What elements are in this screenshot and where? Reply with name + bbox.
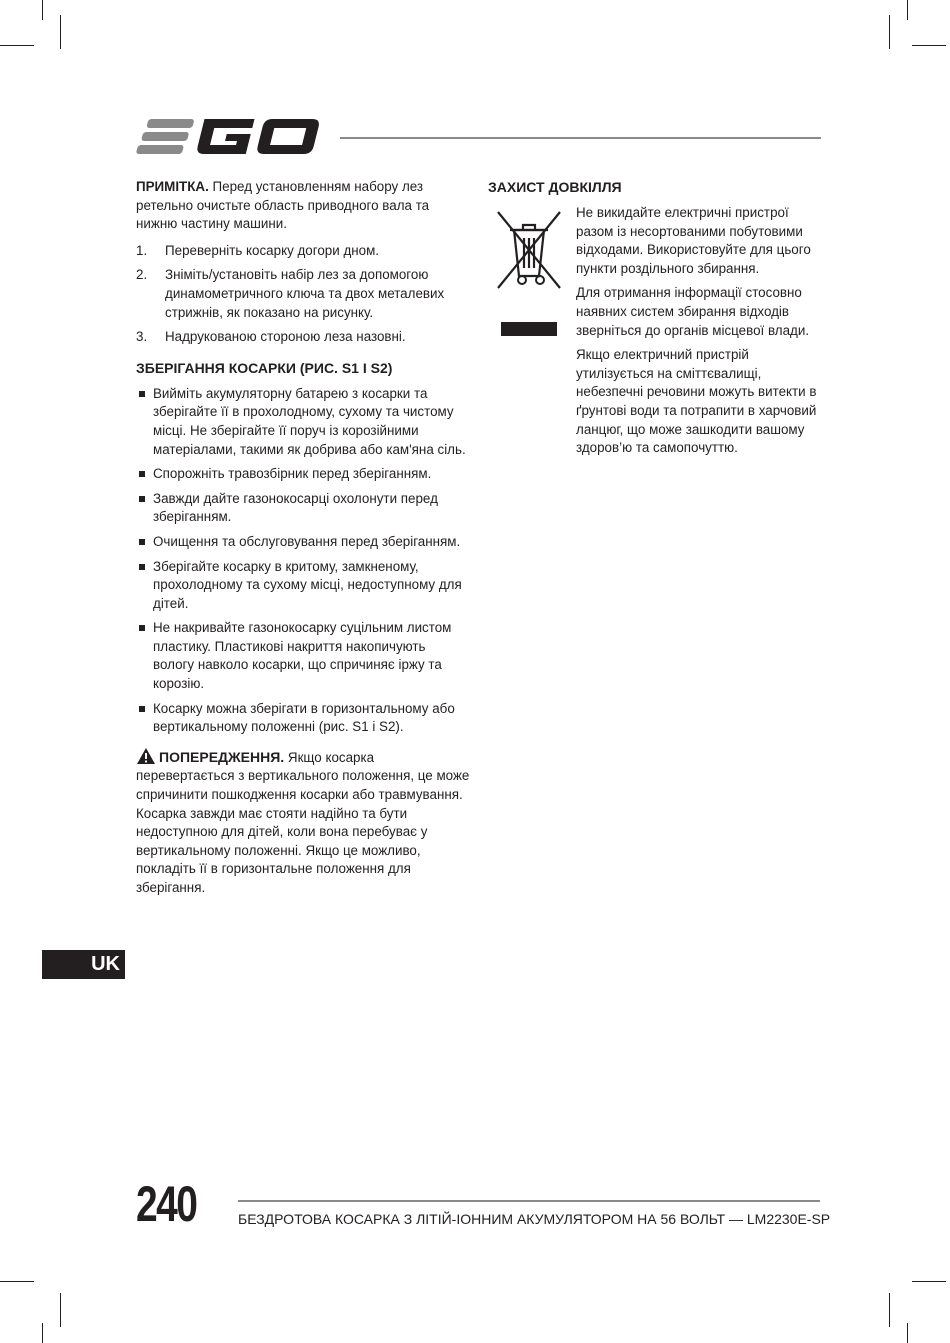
note <box>136 178 470 234</box>
list-item <box>136 619 470 693</box>
bullet-text: Не накривайте газонокосарку суцільним листом пластику. Пластикові накриття накопичують вологу навколо косарки, що спричиняє іржу та корозію. <box>153 620 452 692</box>
bullet-icon <box>139 496 145 502</box>
bullet-icon <box>139 706 145 712</box>
bullet-icon <box>139 391 145 397</box>
bullet-text: Очищення та обслуговування перед зберіганням. <box>153 533 461 549</box>
bullet-text: Зберігайте косарку в критому, замкненому, прохолодному та сухому місці, недоступному для дітей. <box>153 558 462 611</box>
env-heading: ЗАХИСТ ДОВКІЛЛЯ <box>488 179 622 195</box>
crossed-out-bin-icon <box>494 208 564 336</box>
step-number: 1. <box>136 242 148 258</box>
env-paragraph: Не викидайте електричні пристрої разом із несортованими побутовими відходами. Використовуйте для цього пункти роздільного збирання. <box>576 205 811 276</box>
bullet-text: Вийміть акумуляторну батарею з косарки та зберігайте її в прохолодному, сухому та чистому місці. Не зберігайте її поруч із корозійними матеріалами, такими як добрива або кам'яна сіль. <box>153 385 466 457</box>
crop-mark <box>60 1293 61 1327</box>
crop-mark <box>912 45 946 46</box>
step-number: 2. <box>136 267 148 283</box>
note-title: ПРИМІТКА. <box>136 179 209 194</box>
env-paragraph: Якщо електричний пристрій утилізується на сміттєвалищі, небезпечні речовини можуть витекти в ґрунтові води та потрапити в харчовий ланцюг, що може зашкодити вашому здоров’ю та самопочуттю. <box>576 347 817 456</box>
language-tab: UK <box>42 950 125 979</box>
env-paragraph: Для отримання інформації стосовно наявних систем збирання відходів зверніться до органів місцевої влади. <box>576 285 810 338</box>
right-column <box>488 178 822 464</box>
bullet-text: Косарку можна зберігати в горизонтальному або вертикальному положенні (рис. S1 і S2). <box>153 700 455 735</box>
step-number: 3. <box>136 329 148 345</box>
list-item <box>136 266 470 322</box>
ego-logo <box>136 113 322 161</box>
footer-title: БЕЗДРОТОВА КОСАРКА З ЛІТІЙ-ІОННИМ АКУМУЛЯТОРОМ НА 56 ВОЛЬТ — LM2230E-SP <box>238 1211 831 1227</box>
page-number: 240 <box>136 1176 197 1232</box>
env-body <box>488 204 822 458</box>
crop-mark <box>907 0 908 20</box>
bullet-icon <box>139 539 145 545</box>
bullet-text: Завжди дайте газонокосарці охолонути перед зберіганням. <box>153 490 438 525</box>
list-item <box>136 385 470 459</box>
header-rule <box>340 137 821 139</box>
crop-mark <box>907 1323 908 1343</box>
step-text: Надрукованою стороною леза назовні. <box>165 329 406 345</box>
list-item <box>136 700 470 737</box>
warning-text: Якщо косарка перевертається з вертикального положення, це може спричинити пошкодження косарки або травмування. Косарка завжди має стояти надійно та бути недоступною для дітей, коли вона перебуває у вертикальному положенні. Якщо це можливо, покладіть її в горизонтальне положення для зберігання. <box>136 749 470 895</box>
list-item <box>136 465 470 484</box>
crop-mark <box>889 15 890 49</box>
env-text <box>576 204 822 458</box>
warning <box>136 747 470 898</box>
crop-mark <box>42 0 43 20</box>
crop-mark <box>912 1281 946 1282</box>
crop-mark <box>42 1323 43 1343</box>
storage-list <box>136 385 470 737</box>
storage-heading: ЗБЕРІГАННЯ КОСАРКИ (РИС. S1 І S2) <box>136 359 393 376</box>
warning-triangle-icon <box>136 747 156 765</box>
list-item <box>136 533 470 552</box>
step-text: Зніміть/установіть набір лез за допомогою динамометричного ключа та двох металевих стрижнів, як показано на рисунку. <box>165 267 445 320</box>
crop-mark <box>60 15 61 49</box>
bullet-icon <box>139 625 145 631</box>
warning-title: ПОПЕРЕДЖЕННЯ. <box>159 748 285 765</box>
step-text: Переверніть косарку догори дном. <box>165 242 380 258</box>
left-column <box>136 178 470 898</box>
bullet-icon <box>139 471 145 477</box>
list-item <box>136 490 470 527</box>
list-item <box>136 558 470 614</box>
crop-mark <box>0 1281 34 1282</box>
bullet-icon <box>139 564 145 570</box>
crop-mark <box>889 1293 890 1327</box>
bullet-text: Спорожніть травозбірник перед зберіганням. <box>153 466 432 482</box>
note-text: Перед установленням набору лез ретельно очистьте область приводного вала та нижню частину машини. <box>136 179 430 232</box>
crop-mark <box>0 45 34 46</box>
steps-list <box>136 242 470 347</box>
list-item <box>136 242 470 261</box>
footer-rule <box>238 1200 820 1202</box>
list-item <box>136 328 470 347</box>
